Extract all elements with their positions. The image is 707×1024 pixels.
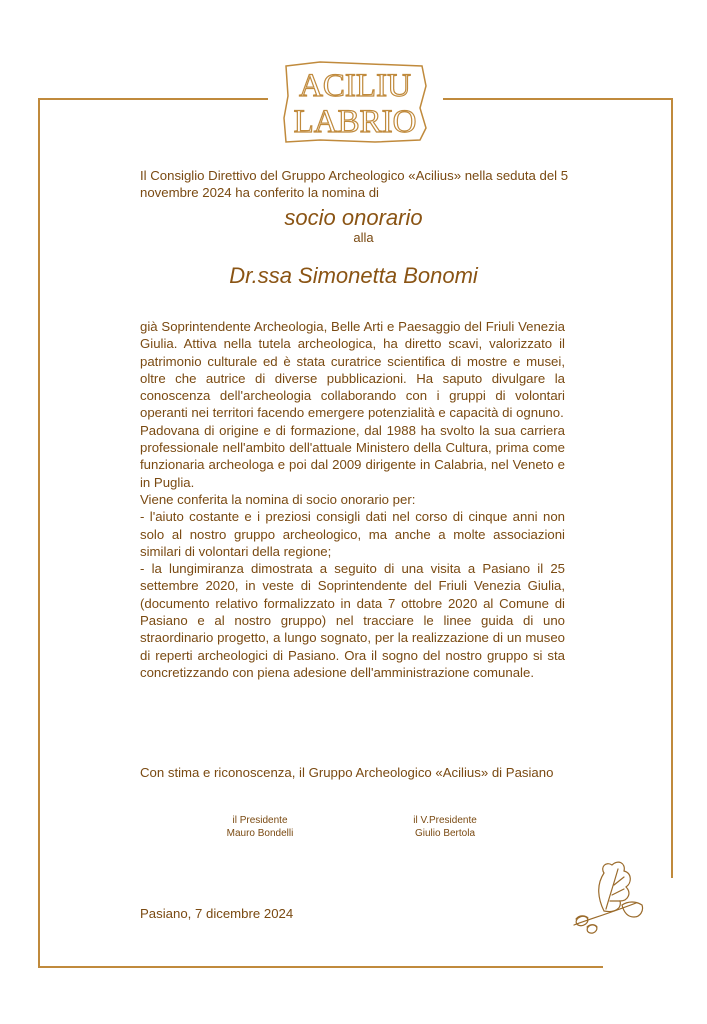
acilius-inscription-logo	[280, 56, 430, 146]
signature-name: Giulio Bertola	[414, 828, 476, 839]
signature-name: Mauro Bondelli	[226, 828, 294, 839]
body-paragraph: - la lungimiranza dimostrata a seguito di una visita a Pasiano il 25 settembre 2020, in veste di Soprintendente del Friuli Venezia Giulia, (documento relativo formalizzato in data 7 ottobre 2020 al Comune di Pasiano e al nostro gruppo) nel tracciare le linee guida di uno straordinario progetto, a lungo sognato, per la realizzazione di un museo di reperti archeologici di Pasiano. Ora il sogno del nostro gruppo si sta concretizzando con piena adesione dell'amministrazione comunale.	[140, 561, 565, 680]
place-date: Pasiano, 7 dicembre 2024	[140, 906, 294, 921]
oak-leaf-acorn-icon	[570, 855, 650, 935]
frame-top-right	[443, 98, 673, 100]
signature-role: il Presidente	[232, 815, 288, 826]
body-paragraph: Viene conferita la nomina di socio onorario per:	[140, 491, 416, 507]
intro-text: Il Consiglio Direttivo del Gruppo Archeologico «Acilius» nella seduta del 5 novembre 2024 ha conferito la nomina di	[140, 168, 569, 200]
award-title: socio onorario	[284, 205, 423, 230]
alla-text: alla	[353, 230, 374, 245]
signature-vice-president	[390, 814, 500, 840]
citation-body	[140, 318, 565, 681]
signature-role: il V.Presidente	[413, 815, 477, 826]
body-paragraph: Padovana di origine e di formazione, dal 1988 ha svolto la sua carriera professionale nell'ambito dell'attuale Ministero della Cultura, prima come funzionaria archeologa e poi dal 2009 dirigente in Calabria, nel Veneto e in Puglia.	[140, 422, 565, 490]
frame-bottom	[38, 966, 603, 968]
closing-text: Con stima e riconoscenza, il Gruppo Archeologico «Acilius» di Pasiano	[140, 765, 554, 780]
signature-president	[205, 814, 315, 840]
frame-top-left	[38, 98, 268, 100]
logo-line1: ACILIU	[299, 68, 411, 104]
body-paragraph: già Soprintendente Archeologia, Belle Arti e Paesaggio del Friuli Venezia Giulia. Attiva nella tutela archeologica, ha diretto scavi, valorizzato il patrimonio culturale ed è stata curatrice scientifica di mostre e musei, oltre che autrice di diverse pubblicazioni. Ha saputo divulgare la conoscenza dell'archeologia collaborando con i gruppi di volontari operanti nei territori facendo emergere potenzialità e capacità di ognuno.	[140, 319, 565, 421]
body-paragraph: - l'aiuto costante e i preziosi consigli dati nel corso di cinque anni non solo al nostro gruppo archeologico, ma anche a molte associazioni similari di volontari della regione;	[140, 509, 565, 559]
honoree-name: Dr.ssa Simonetta Bonomi	[229, 263, 478, 288]
logo-line2: LABRIO	[293, 104, 417, 140]
